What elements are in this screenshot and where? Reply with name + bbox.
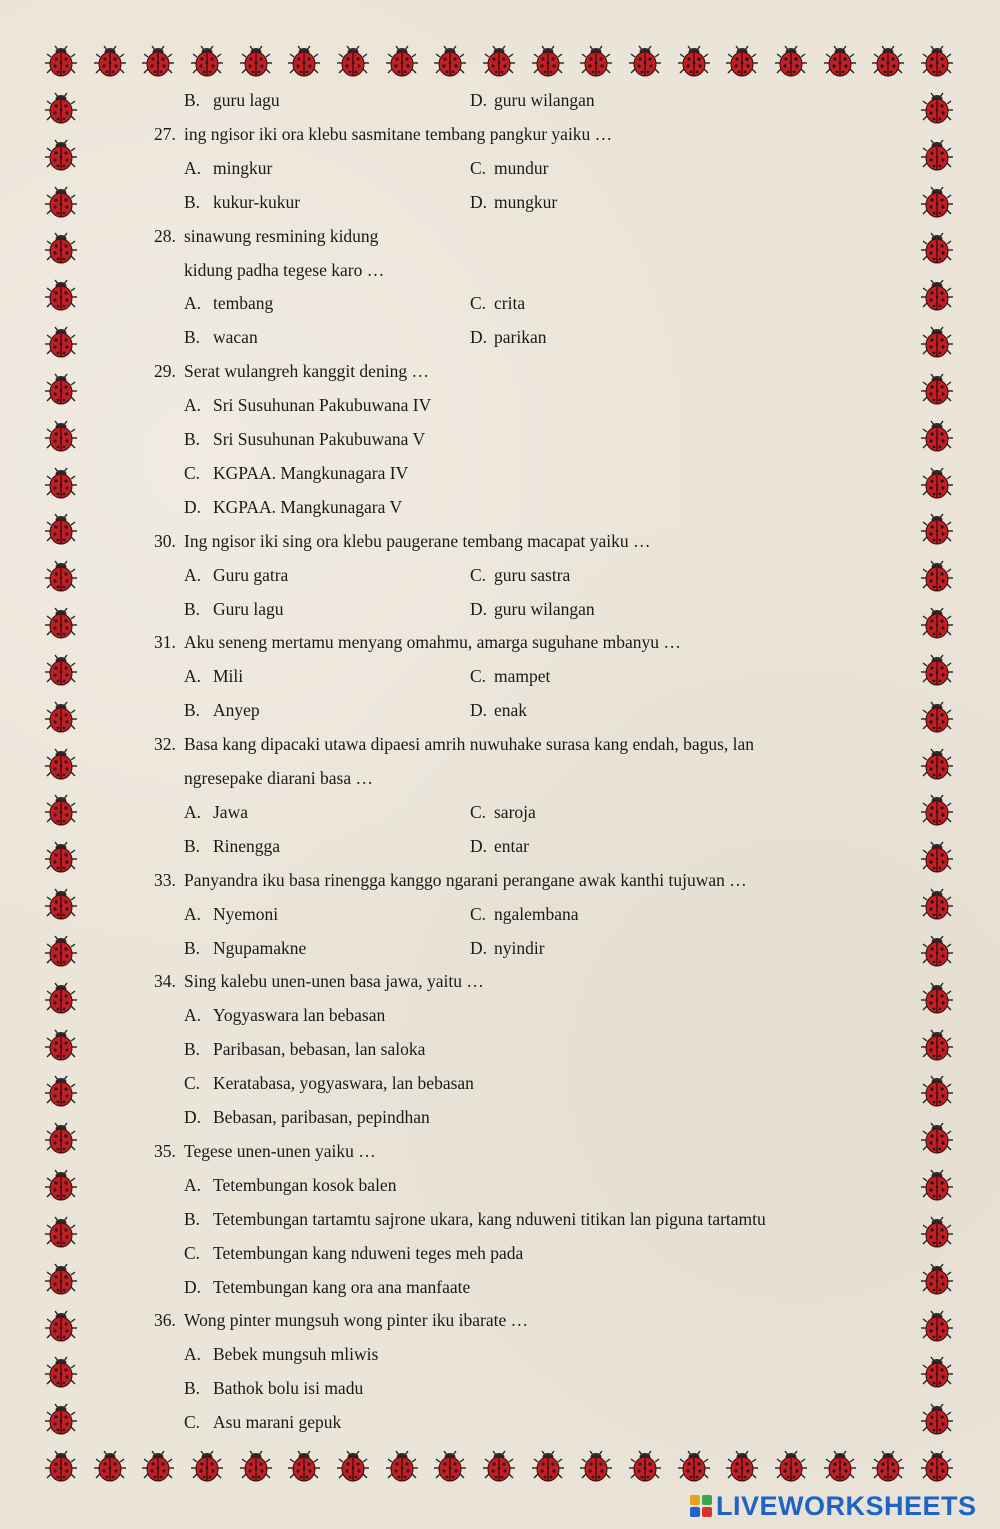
question-prompt: Basa kang dipacaki utawa dipaesi amrih nuwuhake surasa kang endah, bagus, lan xyxy=(184,734,755,755)
answer-option: Keratabasa, yogyaswara, lan bebasan xyxy=(213,1073,474,1094)
option-letter: D. xyxy=(470,327,488,348)
option-letter: C. xyxy=(470,157,487,178)
answer-option: Sri Susuhunan Pakubuwana V xyxy=(213,429,426,449)
question-number: 29. xyxy=(154,361,176,382)
question-prompt: Wong pinter mungsuh wong pinter iku ibarate … xyxy=(184,1310,529,1331)
question-number: 36. xyxy=(154,1310,176,1331)
question-prompt: kidung padha tegese karo … xyxy=(184,259,385,280)
option-letter: C. xyxy=(470,293,487,314)
answer-option: KGPAA. Mangkunagara IV xyxy=(213,462,409,483)
answer-option: guru sastra xyxy=(494,564,571,585)
answer-option: crita xyxy=(494,293,526,314)
answer-option: ngalembana xyxy=(494,903,579,924)
answer-option: Tetembungan kang ora ana manfaate xyxy=(213,1276,471,1297)
answer-option: KGPAA. Mangkunagara V xyxy=(213,496,403,517)
option-letter: D. xyxy=(470,835,488,856)
answer-option: wacan xyxy=(213,327,258,348)
answer-option: parikan xyxy=(494,327,547,348)
option-letter: C. xyxy=(184,1073,201,1094)
question-prompt: Ing ngisor iki sing ora klebu paugerane tembang macapat yaiku … xyxy=(184,530,651,551)
answer-option: Nyemoni xyxy=(213,903,279,924)
answer-option: mungkur xyxy=(494,191,558,212)
option-letter: D. xyxy=(470,191,488,212)
option-letter: B. xyxy=(184,835,201,856)
option-letter: B. xyxy=(184,191,201,212)
question-number: 35. xyxy=(154,1140,176,1161)
answer-option: Tetembungan tartamtu sajrone ukara, kang nduweni titikan lan piguna tartamtu xyxy=(213,1208,766,1229)
liveworksheets-logo[interactable] xyxy=(690,1490,977,1522)
option-letter: D. xyxy=(184,496,202,517)
answer-option: Tetembungan kosok balen xyxy=(213,1174,397,1195)
option-letter: B. xyxy=(184,1378,201,1399)
option-letter: A. xyxy=(184,395,202,416)
answer-option: Tetembungan kang nduweni teges meh pada xyxy=(213,1242,524,1263)
option-letter: A. xyxy=(184,157,202,178)
answer-option: mingkur xyxy=(213,157,273,178)
answer-option: guru lagu xyxy=(213,90,280,110)
answer-option: tembang xyxy=(213,293,274,314)
question-prompt: sinawung resmining kidung xyxy=(184,225,379,246)
answer-option: Bathok bolu isi madu xyxy=(213,1378,364,1399)
answer-option: Bebek mungsuh mliwis xyxy=(213,1344,379,1365)
option-letter: D. xyxy=(184,1276,202,1297)
answer-option: mampet xyxy=(494,666,551,687)
answer-option: Guru gatra xyxy=(213,564,289,585)
answer-option: enak xyxy=(494,700,528,721)
answer-option: nyindir xyxy=(494,937,545,958)
question-number: 31. xyxy=(154,632,176,653)
question-prompt: Sing kalebu unen-unen basa jawa, yaitu … xyxy=(184,971,484,992)
option-letter: A. xyxy=(184,1344,202,1365)
answer-option: saroja xyxy=(494,801,536,822)
answer-option: Bebasan, paribasan, pepindhan xyxy=(213,1107,430,1127)
answer-option: Rinengga xyxy=(213,835,281,856)
brand-name: LIVEWORKSHEETS xyxy=(716,1490,977,1521)
question-prompt: Serat wulangreh kanggit dening … xyxy=(184,361,429,382)
answer-option: guru wilangan xyxy=(494,90,595,110)
option-letter: A. xyxy=(184,801,202,822)
question-number: 27. xyxy=(154,123,176,144)
question-prompt: Tegese unen-unen yaiku … xyxy=(184,1140,376,1161)
option-letter: D. xyxy=(470,700,488,721)
option-letter: B. xyxy=(184,937,201,958)
option-letter: A. xyxy=(184,293,202,314)
question-prompt: ing ngisor iki ora klebu sasmitane tembang pangkur yaiku … xyxy=(184,123,613,144)
question-number: 32. xyxy=(154,734,176,755)
question-number: 33. xyxy=(154,869,176,890)
option-letter: D. xyxy=(470,90,488,110)
option-letter: C. xyxy=(470,903,487,924)
option-letter: B. xyxy=(184,598,201,619)
option-letter: B. xyxy=(184,327,201,348)
answer-option: Sri Susuhunan Pakubuwana IV xyxy=(213,395,432,416)
option-letter: B. xyxy=(184,90,201,110)
option-letter: B. xyxy=(184,1039,201,1060)
option-letter: C. xyxy=(184,462,201,483)
answer-option: Guru lagu xyxy=(213,598,284,619)
option-letter: B. xyxy=(184,429,201,449)
question-prompt: Aku seneng mertamu menyang omahmu, amarga suguhane mbanyu … xyxy=(184,632,681,653)
answer-option: entar xyxy=(494,835,529,856)
answer-option: kukur-kukur xyxy=(213,191,301,212)
option-letter: A. xyxy=(184,1005,202,1026)
option-letter: C. xyxy=(470,801,487,822)
answer-option: Ngupamakne xyxy=(213,937,307,958)
question-number: 28. xyxy=(154,225,176,246)
option-letter: D. xyxy=(470,937,488,958)
option-letter: B. xyxy=(184,700,201,721)
option-letter: A. xyxy=(184,1174,202,1195)
option-letter: A. xyxy=(184,903,202,924)
option-letter: C. xyxy=(184,1242,201,1263)
answer-option: Mili xyxy=(213,666,244,687)
question-prompt: ngresepake diarani basa … xyxy=(184,768,374,788)
option-letter: C. xyxy=(184,1412,201,1433)
option-letter: A. xyxy=(184,666,202,687)
option-letter: D. xyxy=(184,1107,202,1127)
answer-option: Yogyaswara lan bebasan xyxy=(213,1005,386,1026)
answer-option: Jawa xyxy=(213,801,248,822)
answer-option: Asu marani gepuk xyxy=(213,1412,342,1433)
liveworksheets-logo-icon xyxy=(690,1495,712,1517)
option-letter: C. xyxy=(470,666,487,687)
answer-option: mundur xyxy=(494,157,549,178)
answer-option: guru wilangan xyxy=(494,598,595,619)
question-prompt: Panyandra iku basa rinengga kanggo ngarani perangane awak kanthi tujuwan … xyxy=(184,869,747,890)
option-letter: A. xyxy=(184,564,202,585)
answer-option: Paribasan, bebasan, lan saloka xyxy=(213,1039,426,1060)
option-letter: D. xyxy=(470,598,488,619)
answer-option: Anyep xyxy=(213,700,260,721)
option-letter: B. xyxy=(184,1208,201,1229)
question-number: 34. xyxy=(154,971,176,992)
question-number: 30. xyxy=(154,530,176,551)
option-letter: C. xyxy=(470,564,487,585)
